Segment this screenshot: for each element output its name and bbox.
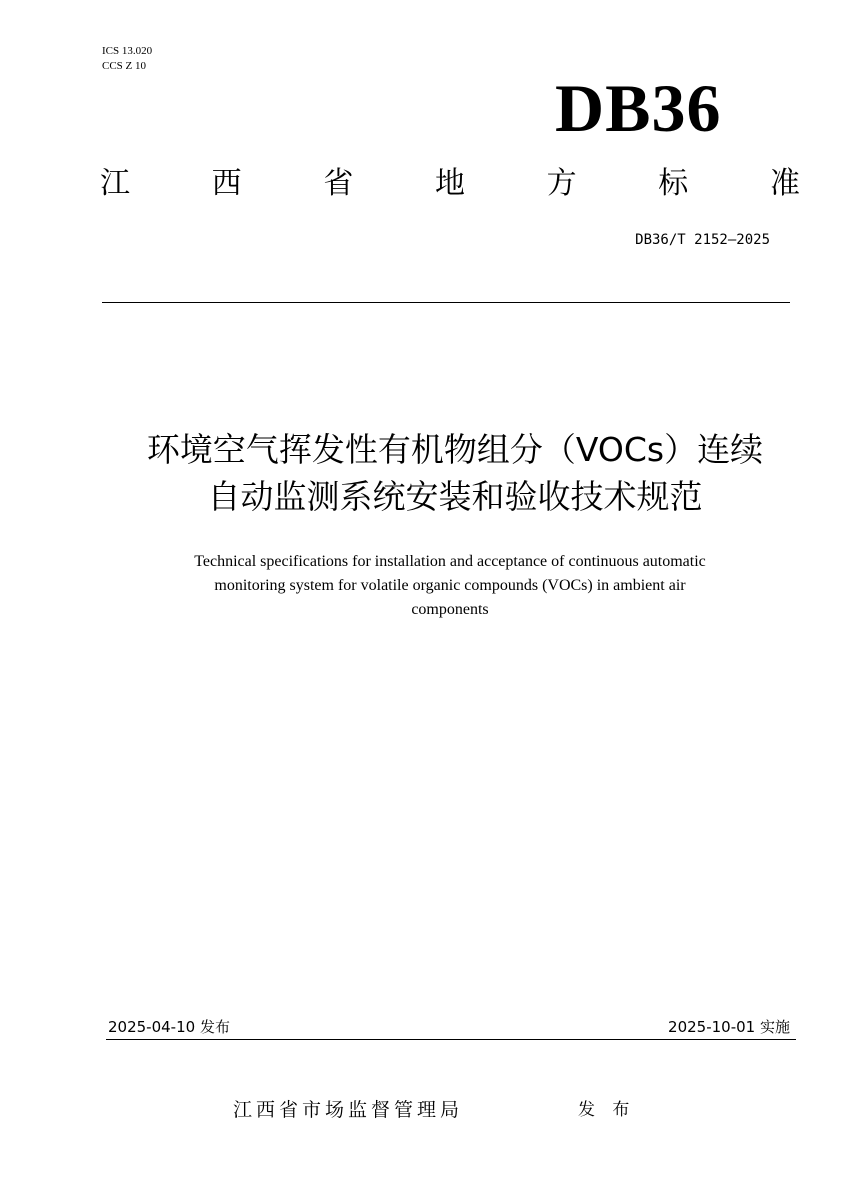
standard-type-char: 省 xyxy=(323,166,354,201)
chinese-title xyxy=(60,426,850,520)
issue-date: 2025-04-10 发布 xyxy=(108,1018,230,1036)
standard-type-char: 标 xyxy=(658,166,689,201)
footer-divider xyxy=(106,1039,796,1040)
ics-code: ICS 13.020 xyxy=(102,45,153,57)
standard-type-char: 西 xyxy=(211,166,242,201)
standard-type-char: 方 xyxy=(546,166,577,201)
english-title xyxy=(110,550,790,622)
english-title-line-1: Technical specifications for installation and acceptance of continuous automatic xyxy=(194,553,706,570)
implement-date: 2025-10-01 实施 xyxy=(668,1018,790,1036)
classification-codes xyxy=(102,44,152,74)
db36-logo: DB36 xyxy=(555,70,722,146)
chinese-title-line-2: 自动监测系统安装和验收技术规范 xyxy=(207,477,703,516)
ccs-code: CCS Z 10 xyxy=(102,60,147,72)
header-divider xyxy=(102,302,790,303)
issuing-authority: 江西省市场监督管理局 xyxy=(233,1099,464,1121)
standard-type-char: 准 xyxy=(769,166,800,201)
publish-label: 发 布 xyxy=(578,1100,636,1120)
chinese-title-line-1: 环境空气挥发性有机物组分（VOCs）连续 xyxy=(146,430,764,469)
date-row xyxy=(108,1017,790,1037)
standard-number: DB36/T 2152—2025 xyxy=(635,232,770,248)
english-title-line-3: components xyxy=(411,601,489,618)
english-title-line-2: monitoring system for volatile organic compounds (VOCs) in ambient air xyxy=(214,577,686,594)
standard-type-char: 江 xyxy=(100,166,130,201)
standard-type xyxy=(100,164,800,204)
standard-type-char: 地 xyxy=(434,166,465,201)
